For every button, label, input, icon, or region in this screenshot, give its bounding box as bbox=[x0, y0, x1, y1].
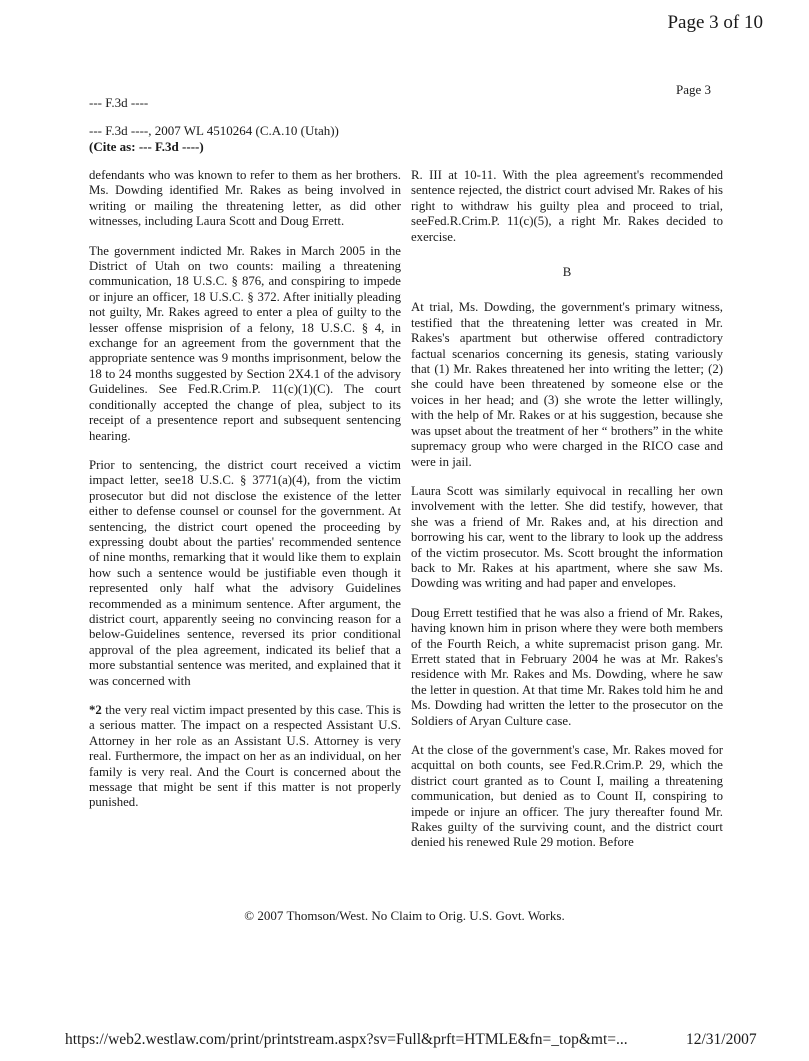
right-paragraph-2: At trial, Ms. Dowding, the government's primary witness, testified that the threatening letter was created in Mr. Rakes's apartment but otherwise offered contradictory factual scenarios concerning its genesis, stating variously that (1) Mr. Rakes threatened her into writing the letter; (2) she could have been threatened by someone else or the voices in her head; and (3) she wrote the letter willingly, with the help of Mr. Rakes or at his suggestion, because she was upset about the treatment of her “ brothers” in the white supremacy group who were charged in the RICO case and were in jail. bbox=[411, 300, 723, 469]
citation-line-1: --- F.3d ---- bbox=[89, 95, 149, 110]
section-heading: B bbox=[562, 265, 572, 280]
cite-as: (Cite as: --- F.3d ----) bbox=[89, 139, 204, 154]
right-paragraph-4: Doug Errett testified that he was also a friend of Mr. Rakes, having known him in prison where they were both members of the Fourth Reich, a white supremacist prison gang. Mr. Errett stated that in February 2004 he was at Mr. Rakes's residence with Mr. Rakes and Ms. Dowding, where he saw the letter in question. At that time Mr. Rakes told him he and Ms. Dowding had written the letter to the prosecutor on the Soldiers of Aryan Culture case. bbox=[411, 605, 723, 728]
citation-line-2: --- F.3d ----, 2007 WL 4510264 (C.A.10 (Utah)) bbox=[89, 123, 339, 138]
left-paragraph-4 bbox=[89, 703, 401, 811]
citation-line-3 bbox=[89, 139, 339, 155]
left-paragraph-2: The government indicted Mr. Rakes in March 2005 in the District of Utah on two counts: mailing a threatening communication, 18 U.S.C. § 876, and conspiring to impede or injure an officer, 18 U.S.C. § 372. After initially pleading not guilty, Mr. Rakes agreed to enter a plea of guilty to the lesser offense misprision of a felony, 18 U.S.C. § 4, in exchange for an agreement from the government that the appropriate sentence was 9 months imprisonment, below the 18 to 24 months suggested by Section 2X4.1 of the advisory Guidelines. See Fed.R.Crim.P. 11(c)(1)(C). The court conditionally accepted the change of plea, subject to its receipt of a presentence report and subsequent sentencing hearing. bbox=[89, 243, 401, 443]
citation-header bbox=[89, 95, 339, 155]
left-paragraph-3: Prior to sentencing, the district court received a victim impact letter, see18 U.S.C. § 3771(a)(4), from the victim prosecutor but did not disclose the existence of the letter either to defense counsel or counsel for the government. At sentencing, the district court opened the proceeding by expressing doubt about the parties' recommended sentence of nine months, remarking that it would like them to explain how such a sentence would be justifiable even though it represented only half what the advisory Guidelines recommended as a minimum sentence. After argument, the district court, apparently seeing no convincing reason for a below-Guidelines sentence, reversed its prior conditional approval of the plea agreement, indicated its belief that a more substantial sentence was merited, and explained that it was concerned with bbox=[89, 457, 401, 688]
left-column bbox=[89, 168, 401, 825]
copyright-notice: © 2007 Thomson/West. No Claim to Orig. U.S. Govt. Works. bbox=[244, 908, 565, 923]
right-column bbox=[411, 168, 723, 865]
left-paragraph-1: defendants who was known to refer to them as her brothers. Ms. Dowding identified Mr. Rakes as being involved in writing or mailing the threatening letter, as did other witnesses, including Laura Scott and Doug Errett. bbox=[89, 168, 401, 229]
right-paragraph-3: Laura Scott was similarly equivocal in recalling her own involvement with the letter. She did testify, however, that she was a friend of Mr. Rakes and, at his direction and borrowing his car, went to the library to look up the address of the victim prosecutor. Ms. Scott brought the information back to Mr. Rakes at his apartment, where she saw Ms. Dowding was writing and had paper and envelopes. bbox=[411, 483, 723, 591]
page-of-counter: Page 3 of 10 bbox=[667, 12, 763, 33]
print-url: https://web2.westlaw.com/print/printstream.aspx?sv=Full&prft=HTMLE&fn=_top&mt=... bbox=[65, 1031, 628, 1048]
print-date: 12/31/2007 bbox=[686, 1031, 757, 1048]
star-page-marker: *2 bbox=[89, 703, 102, 717]
right-paragraph-5: At the close of the government's case, Mr. Rakes moved for acquittal on both counts, see Fed.R.Crim.P. 29, which the district court granted as to Count I, mailing a threatening communication, but denied as to Count II, conspiring to impede or injure an officer. The jury thereafter found Mr. Rakes guilty of the surviving count, and the district court denied his renewed Rule 29 motion. Before bbox=[411, 743, 723, 850]
page-label: Page 3 bbox=[675, 82, 711, 97]
right-paragraph-1: R. III at 10-11. With the plea agreement's recommended sentence rejected, the district court advised Mr. Rakes of his right to withdraw his guilty plea and proceed to trial, seeFed.R.Crim.P. 11(c)(5), a right Mr. Rakes decided to exercise. bbox=[411, 168, 723, 244]
left-paragraph-4-text: the very real victim impact presented by this case. This is a serious matter. The impact on a respected Assistant U.S. Attorney in her role as an Assistant U.S. Attorney is very real. Furthermore, the impact on her as an individual, on her family is very real. And the Court is concerned about the message that might be sent if this matter is not properly punished. bbox=[89, 703, 401, 810]
